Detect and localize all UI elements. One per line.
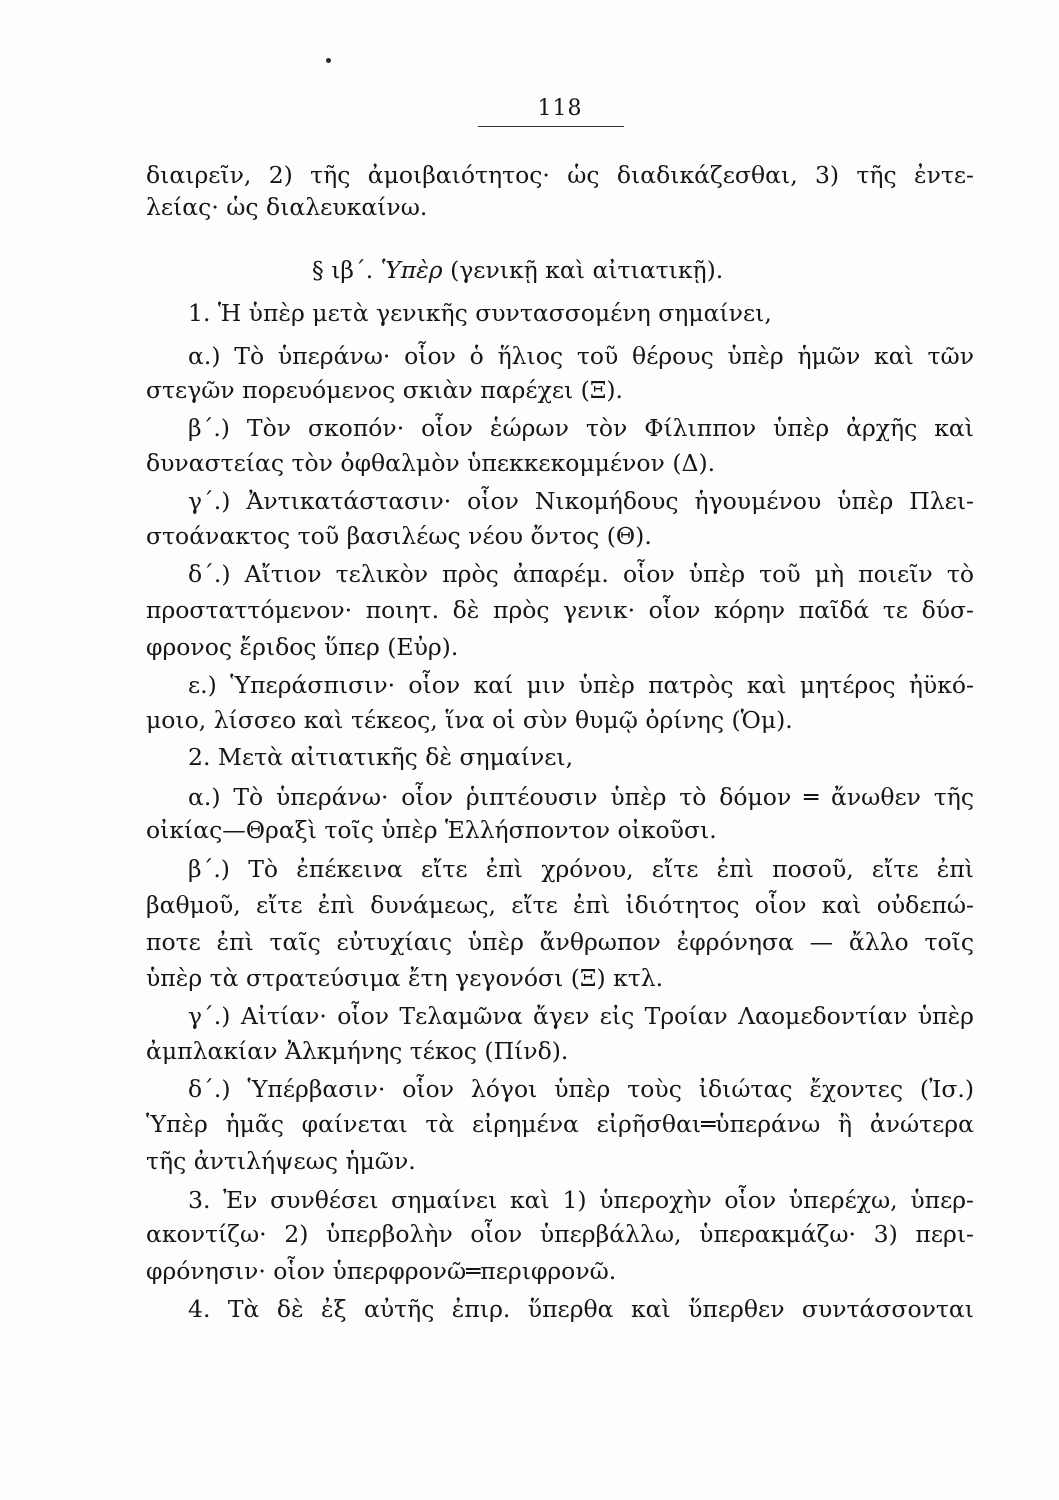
text-line-29: ακοντίζω· 2) ὑπερβολὴν οἷον ὑπερβάλλω, ὑπερακμάζω· 3) περι- xyxy=(146,1220,974,1248)
text-line-21: ποτε ἐπὶ ταῖς εὐτυχίαις ὑπὲρ ἄνθρωπον ἐφρόνησα — ἄλλο τοῖς xyxy=(146,928,974,956)
section-heading xyxy=(312,250,812,290)
text-line-19: β΄.) Τὸ ἐπέκεινα εἴτε ἐπὶ χρόνου, εἴτε ἐπὶ ποσοῦ, εἴτε ἐπὶ xyxy=(188,855,974,883)
text-line-25: δ΄.) Ὑπέρβασιν· οἷον λόγοι ὑπὲρ τοὺς ἰδιώτας ἔχοντες (Ἰσ.) xyxy=(188,1075,974,1103)
text-line-11: δ΄.) Αἴτιον τελικὸν πρὸς ἀπαρέμ. οἷον ὑπὲρ τοῦ μὴ ποιεῖν τὸ xyxy=(188,560,974,588)
text-line-20: βαθμοῦ, εἴτε ἐπὶ δυνάμεως, εἴτε ἐπὶ ἰδιότητος οἷον καὶ οὐδεπώ- xyxy=(146,891,974,919)
text-line-31: 4. Τὰ δὲ ἐξ αὐτῆς ἐπιρ. ὕπερθα καὶ ὕπερθεν συντάσσονται xyxy=(188,1295,974,1323)
text-line-17: α.) Τὸ ὑπεράνω· οἷον ῥιπτέουσιν ὑπὲρ τὸ δόμον ═ ἄνωθεν τῆς xyxy=(188,783,974,811)
text-line-5: α.) Τὸ ὑπεράνω· οἷον ὁ ἥλιος τοῦ θέρους ὑπὲρ ἡμῶν καὶ τῶν xyxy=(188,342,974,370)
text-line-14: ε.) Ὑπεράσπισιν· οἷον καί μιν ὑπὲρ πατρὸς καὶ μητέρος ἠϋκό- xyxy=(188,671,974,699)
text-line-1: διαιρεῖν, 2) τῆς ἀμοιβαιότητος· ὡς διαδικάζεσθαι, 3) τῆς ἐντε- xyxy=(146,161,974,189)
header-rule xyxy=(478,126,624,127)
text-line-28: 3. Ἐν συνθέσει σημαίνει καὶ 1) ὑπεροχὴν οἷον ὑπερέχω, ὑπερ- xyxy=(188,1186,974,1214)
text-line-27: τῆς ἀντιλήψεως ἡμῶν. xyxy=(146,1147,416,1175)
text-line-24: ἀμπλακίαν Ἀλκμήνης τέκος (Πίνδ). xyxy=(146,1037,569,1065)
print-speck xyxy=(326,58,331,63)
text-line-6: στεγῶν πορευόμενος σκιὰν παρέχει (Ξ). xyxy=(146,376,624,404)
text-line-9: γ΄.) Ἀντικατάστασιν· οἷον Νικομήδους ἡγουμένου ὑπὲρ Πλει- xyxy=(188,487,974,515)
text-line-16: 2. Μετὰ αἰτιατικῆς δὲ σημαίνει, xyxy=(188,743,574,771)
text-line-8: δυναστείας τὸν ὀφθαλμὸν ὑπεκκεκομμένον (Δ). xyxy=(146,449,716,477)
text-line-22: ὑπὲρ τὰ στρατεύσιμα ἔτη γεγονόσι (Ξ) κτλ. xyxy=(146,964,664,992)
text-line-4: 1. Ἡ ὑπὲρ μετὰ γενικῆς συντασσομένη σημαίνει, xyxy=(188,299,772,327)
text-line-7: β΄.) Τὸν σκοπόν· οἷον ἑώρων τὸν Φίλιππον ὑπὲρ ἀρχῆς καὶ xyxy=(188,414,974,442)
text-line-15: μοιο, λίσσεο καὶ τέκεος, ἵνα οἱ σὺν θυμῷ ὀρίνης (Ὁμ). xyxy=(146,706,793,734)
text-line-13: φρονος ἔριδος ὕπερ (Εὐρ). xyxy=(146,633,459,661)
text-line-23: γ΄.) Αἰτίαν· οἷον Τελαμῶνα ἄγεν εἰς Τροίαν Λαομεδοντίαν ὑπὲρ xyxy=(188,1002,974,1030)
text-line-2: λείας· ὡς διαλευκαίνω. xyxy=(146,193,428,221)
section-mark: § ιβ΄. xyxy=(312,256,374,284)
text-line-12: προσταττόμενον· ποιητ. δὲ πρὸς γενικ· οἷον κόρην παῖδά τε δύσ- xyxy=(146,596,974,624)
text-line-10: στοάνακτος τοῦ βασιλέως νέου ὄντος (Θ). xyxy=(146,522,652,550)
text-line-30: φρόνησιν· οἷον ὑπερφρονῶ═περιφρονῶ. xyxy=(146,1257,617,1285)
text-line-18: οἰκίας—Θραξὶ τοῖς ὑπὲρ Ἑλλήσποντον οἰκοῦσι. xyxy=(146,816,717,844)
page-number: 118 xyxy=(537,96,583,121)
section-note: (γενικῇ καὶ αἰτιατικῇ). xyxy=(450,256,724,284)
section-title: Ὑπὲρ xyxy=(380,256,443,284)
text-line-26: Ὑπὲρ ἡμᾶς φαίνεται τὰ εἰρημένα εἰρῆσθαι═ὑπεράνω ἢ ἀνώτερα xyxy=(146,1110,974,1138)
